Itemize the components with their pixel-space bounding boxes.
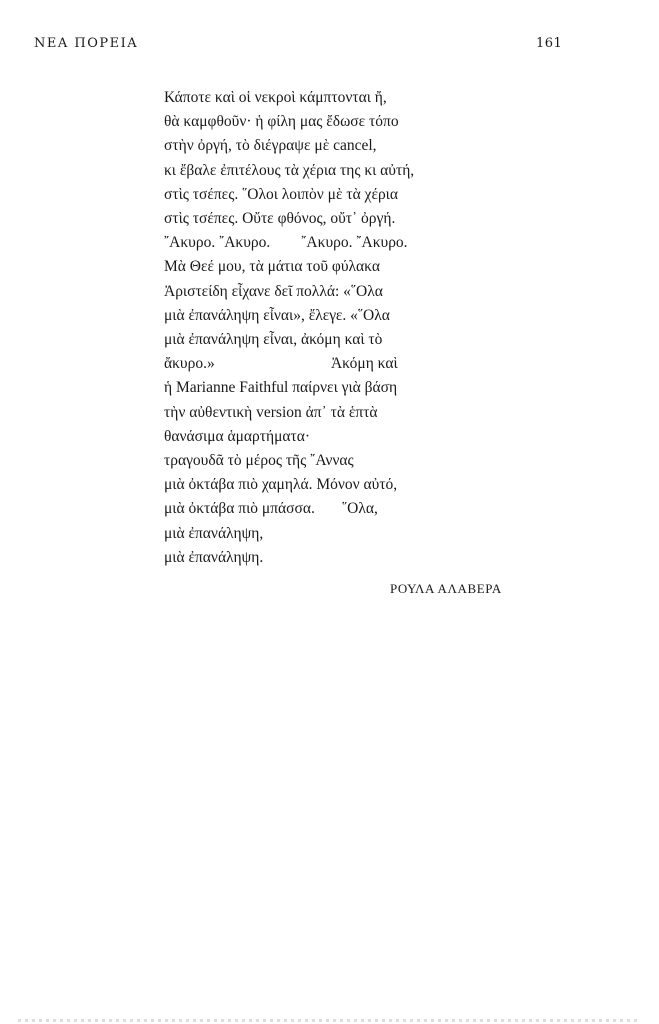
poem-line: μιὰ ὀκτάβα πιὸ μπάσσα. ῞Ολα, (164, 500, 378, 518)
poem-line: Μὰ Θεέ μου, τὰ μάτια τοῦ φύλακα (164, 258, 380, 276)
poem-body (164, 86, 584, 570)
poem-line: τὴν αὐθεντικὴ version ἀπ᾽ τὰ ἑπτὰ (164, 403, 378, 421)
poem-line: στὶς τσέπες. ῞Ολοι λοιπὸν μὲ τὰ χέρια (164, 185, 398, 203)
poem-line: θὰ καμφθοῦν· ἡ φίλη μας ἔδωσε τόπο (164, 113, 399, 131)
poem-line: ἡ Marianne Faithful παίρνει γιὰ βάση (164, 379, 398, 397)
poem-line: μιὰ ἐπανάληψη εἶναι», ἔλεγε. «῞Ολα (164, 306, 390, 324)
poem-line: Κάποτε καὶ οἱ νεκροὶ κάμπτονται ἤ, (164, 89, 387, 106)
poem-line: θανάσιμα ἁμαρτήματα· (164, 427, 311, 445)
running-title: ΝΕΑ ΠΟΡΕΙΑ (34, 36, 139, 51)
poem-line: μιὰ ὀκτάβα πιὸ χαμηλά. Μόνον αὐτό, (164, 476, 398, 494)
poem-line: Ἀριστείδη εἶχανε δεῖ πολλά: «῞Ολα (164, 282, 383, 300)
poem-line: μιὰ ἐπανάληψη, (164, 524, 264, 542)
poem-line: στὴν ὀργή, τὸ διέγραψε μὲ cancel, (164, 137, 377, 155)
author-signature: ΡΟΥΛΑ ΑΛΑΒΕΡΑ (390, 581, 502, 596)
scan-edge-divider (18, 1019, 641, 1022)
poem-line: στὶς τσέπες. Οὔτε φθόνος, οὔτ᾽ ὀργή. (164, 210, 396, 228)
poem-line: ῎Ακυρο. ῎Ακυρο. ῎Ακυρο. ῎Ακυρο. (164, 234, 408, 252)
page-number: 161 (536, 36, 563, 51)
poem-line: ἄκυρο.» Ἀκόμη καὶ (164, 355, 398, 373)
poem-line: τραγουδᾶ τὸ μέρος τῆς ῎Αννας (164, 452, 354, 470)
poem-line: μιὰ ἐπανάληψη εἶναι, ἀκόμη καὶ τὸ (164, 331, 383, 349)
poem-line: μιὰ ἐπανάληψη. (164, 548, 264, 566)
poem-line: κι ἔβαλε ἐπιτέλους τὰ χέρια της κι αὐτή, (164, 161, 415, 179)
